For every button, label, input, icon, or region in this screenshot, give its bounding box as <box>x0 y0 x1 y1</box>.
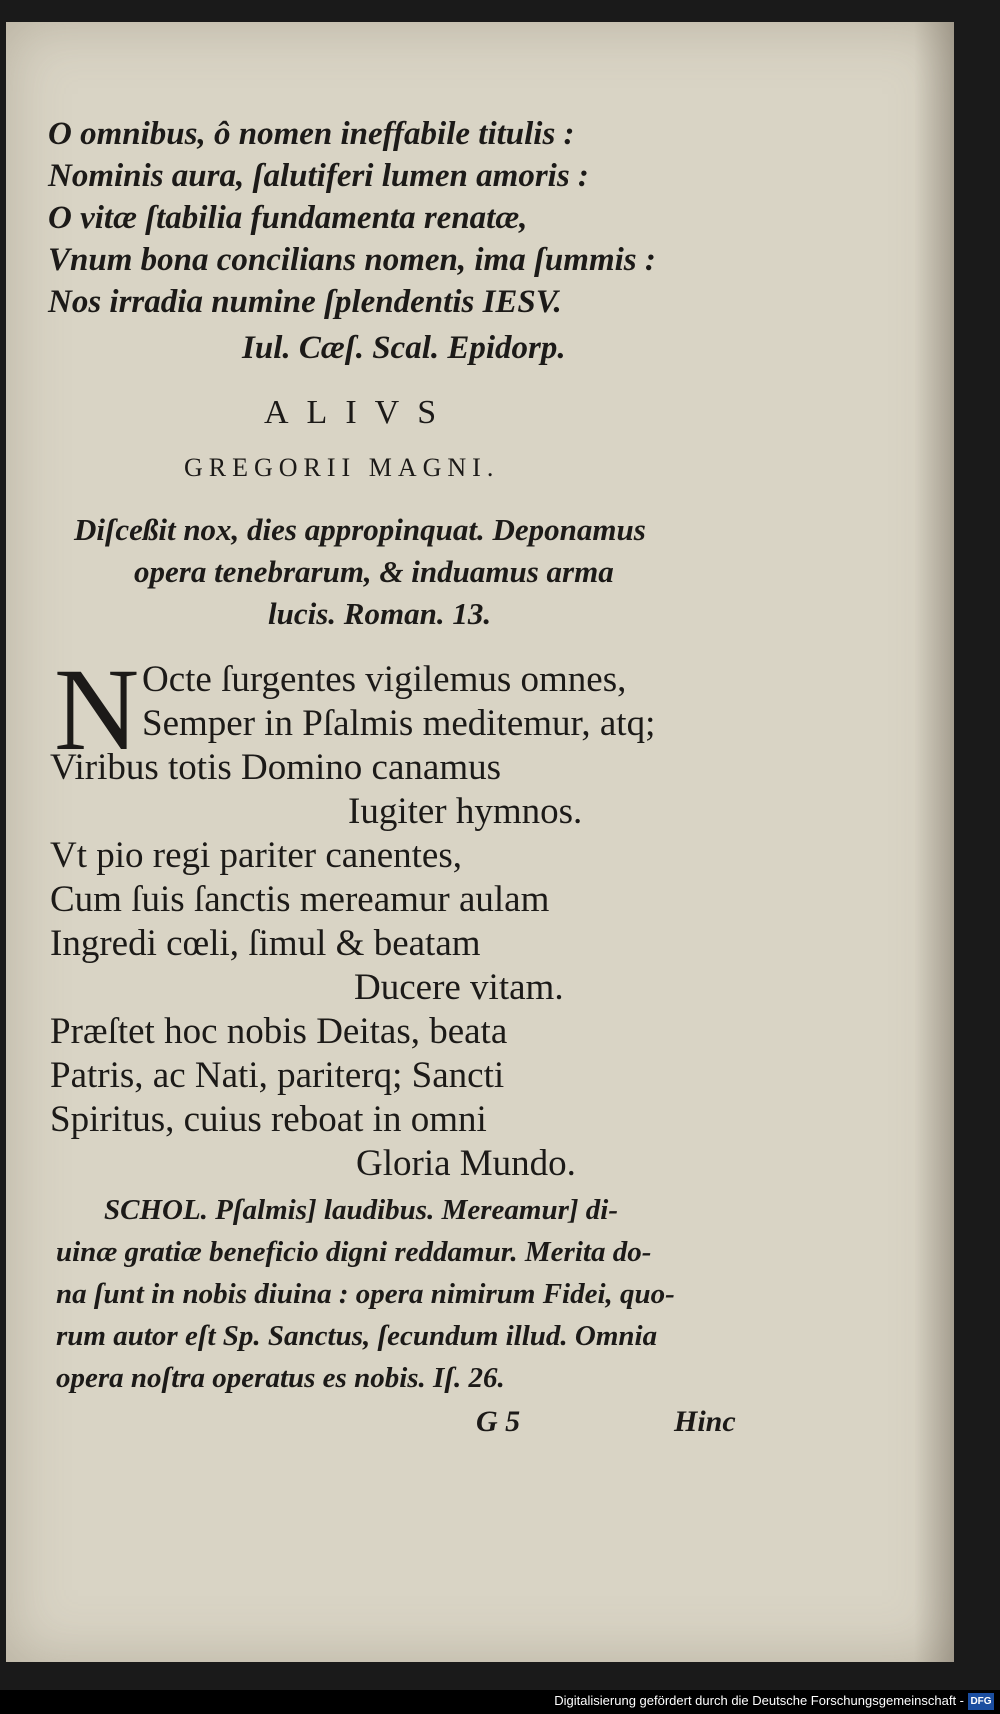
epigraph-line: opera tenebrarum, & induamus arma <box>134 554 614 589</box>
poem1-line: O omnibus, ô nomen ineffabile titulis : <box>48 116 575 152</box>
hymn-line: Patris, ac Nati, pariterq; Sancti <box>50 1055 505 1096</box>
poem1-line: Vnum bona concilians nomen, ima ſummis : <box>48 242 656 278</box>
book-page <box>6 22 954 1662</box>
hymn-line: Octe ſurgentes vigilemus omnes, <box>142 659 627 700</box>
hymn-line: Semper in Pſalmis meditemur, atq; <box>142 703 656 744</box>
digitization-footer <box>0 1690 1000 1714</box>
poem1-line: Nos irradia numine ſplendentis IESV. <box>48 284 562 320</box>
poem1-line: O vitæ ſtabilia fundamenta renatæ, <box>48 200 528 236</box>
hymn-line: Iugiter hymnos. <box>348 791 583 832</box>
dfg-logo-icon: DFG <box>968 1693 994 1710</box>
hymn-line: Ducere vitam. <box>354 967 564 1008</box>
hymn-line: Vt pio regi pariter canentes, <box>50 835 462 876</box>
scholion-line: opera noſtra operatus es nobis. Iſ. 26. <box>56 1362 505 1394</box>
scholion-line: SCHOL. Pſalmis] laudibus. Mereamur] di- <box>104 1194 618 1226</box>
hymn-subheading: GREGORII MAGNI. <box>184 453 500 482</box>
hymn-heading: ALIVS <box>264 394 455 431</box>
hymn-line: Gloria Mundo. <box>356 1143 576 1184</box>
hymn-line: Spiritus, cuius reboat in omni <box>50 1099 487 1140</box>
page-spine-shadow <box>914 22 954 1662</box>
poem1-signature: Iul. Cæſ. Scal. Epidorp. <box>242 330 566 366</box>
epigraph-line: lucis. Roman. 13. <box>268 596 492 631</box>
poem1-line: Nominis aura, ſalutiferi lumen amoris : <box>48 158 589 194</box>
drop-cap: N <box>54 644 140 775</box>
hymn-line: Viribus totis Domino canamus <box>50 747 501 788</box>
scholion-line: rum autor eſt Sp. Sanctus, ſecundum illud. Omnia <box>56 1320 658 1352</box>
signature-mark: G 5 <box>476 1405 521 1438</box>
catchword: Hinc <box>674 1405 736 1438</box>
scholion-line: na ſunt in nobis diuina : opera nimirum Fidei, quo- <box>56 1278 675 1310</box>
epigraph-line: Diſceßit nox, dies appropinquat. Deponamus <box>74 512 646 547</box>
footer-credit: Digitalisierung gefördert durch die Deutsche Forschungsgemeinschaft - <box>554 1693 964 1708</box>
scholion-line: uinæ gratiæ beneficio digni reddamur. Merita do- <box>56 1236 652 1268</box>
hymn-line: Ingredi cœli, ſimul & beatam <box>50 923 481 964</box>
hymn-line: Cum ſuis ſanctis mereamur aulam <box>50 879 550 920</box>
hymn-line: Præſtet hoc nobis Deitas, beata <box>50 1011 508 1052</box>
